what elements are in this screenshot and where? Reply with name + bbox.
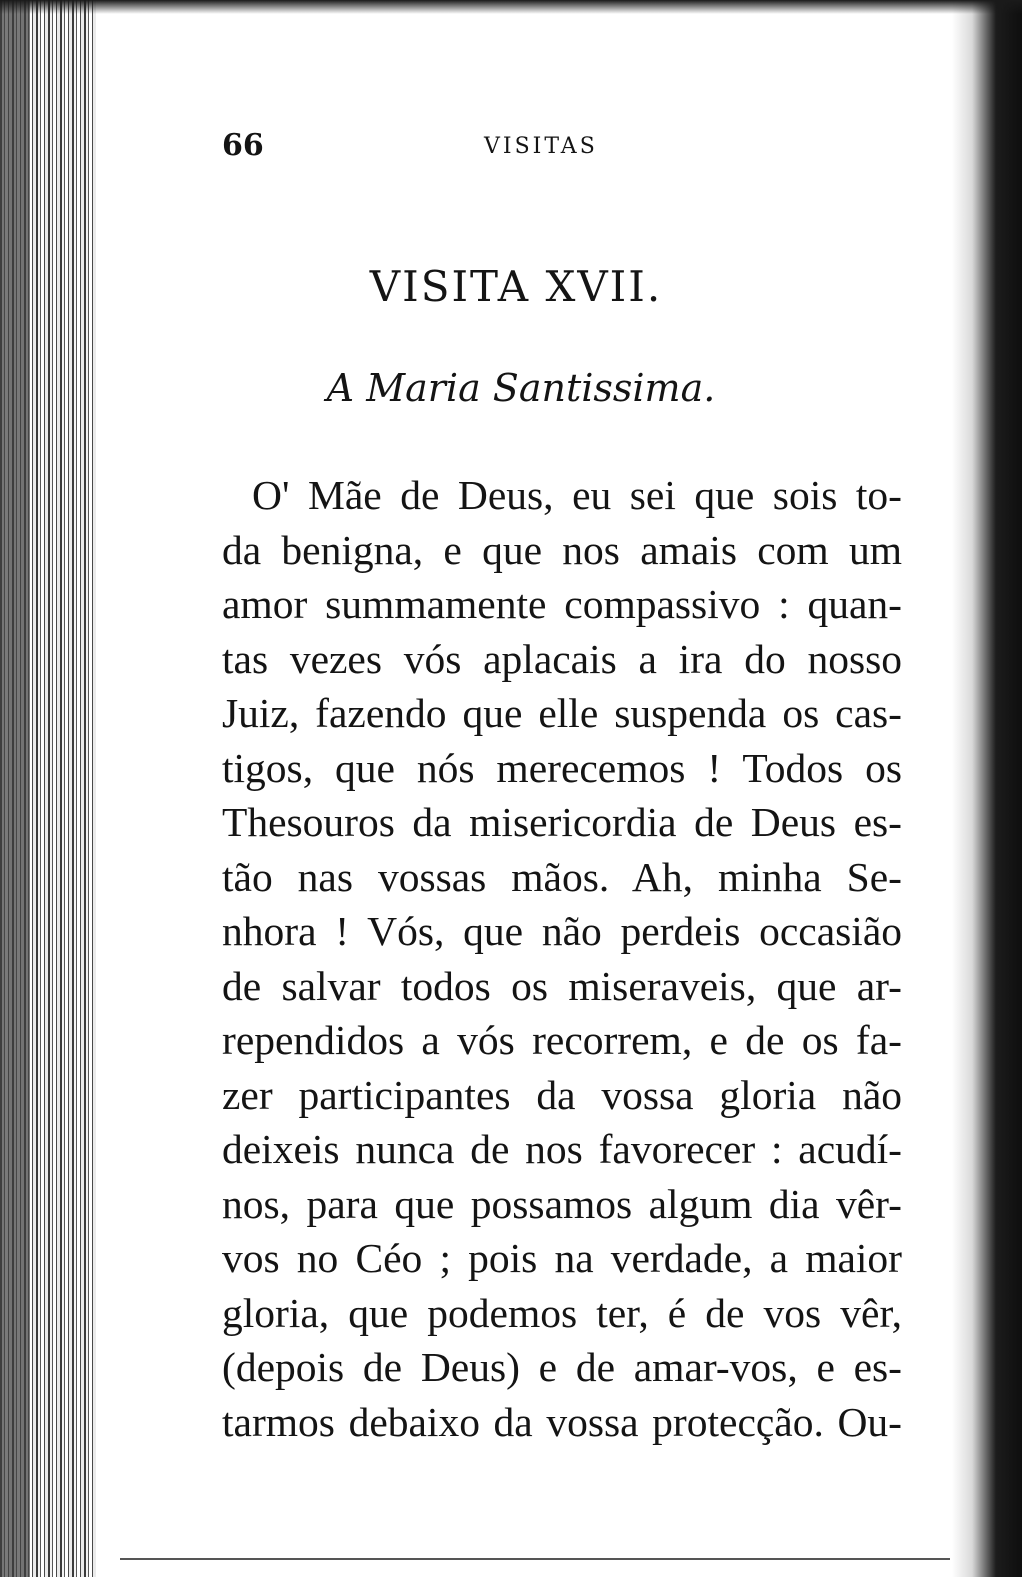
chapter-title: VISITA XVII. xyxy=(369,262,663,311)
body-line: rependidos a vós recorrem, e de os fa- xyxy=(222,1017,902,1063)
body-line: amor summamente compassivo : quan- xyxy=(222,581,902,627)
body-line: tigos, que nós merecemos ! Todos os xyxy=(222,744,902,791)
body-line: vos no Céo ; pois na verdade, a maior xyxy=(222,1235,902,1281)
body-line: O' Mãe de Deus, eu sei que sois to- xyxy=(252,472,902,518)
body-line: nos, para que possamos algum dia vêr- xyxy=(222,1180,902,1227)
body-text xyxy=(222,468,902,1449)
body-line: tas vezes vós aplacais a ira do nosso xyxy=(222,635,902,682)
body-line: Thesouros da misericordia de Deus es- xyxy=(222,799,902,845)
body-line: Juiz, fazendo que elle suspenda os cas- xyxy=(222,690,902,736)
page-top-edge xyxy=(0,0,1022,14)
page-bottom-rule xyxy=(120,1558,950,1560)
body-line: (depois de Deus) e de amar-vos, e es- xyxy=(222,1344,902,1390)
chapter-subtitle: A Maria Santissima. xyxy=(326,366,716,410)
body-line: gloria, que podemos ter, é de vos vêr, xyxy=(222,1289,902,1336)
page-header xyxy=(222,128,662,168)
body-line: deixeis nunca de nos favorecer : acudí- xyxy=(222,1126,902,1172)
book-binding-edge xyxy=(0,0,96,1577)
running-head: VISITAS xyxy=(484,134,598,159)
body-line: tarmos debaixo da vossa protecção. Ou- xyxy=(222,1398,902,1445)
page-number: 66 xyxy=(222,128,264,163)
body-line: tão nas vossas mãos. Ah, minha Se- xyxy=(222,853,902,900)
body-line: zer participantes da vossa gloria não xyxy=(222,1071,902,1118)
body-line: nhora ! Vós, que não perdeis occasião xyxy=(222,908,902,954)
page-right-edge xyxy=(952,0,1022,1577)
body-line: de salvar todos os miseraveis, que ar- xyxy=(222,962,902,1009)
body-line: da benigna, e que nos amais com um xyxy=(222,526,902,573)
